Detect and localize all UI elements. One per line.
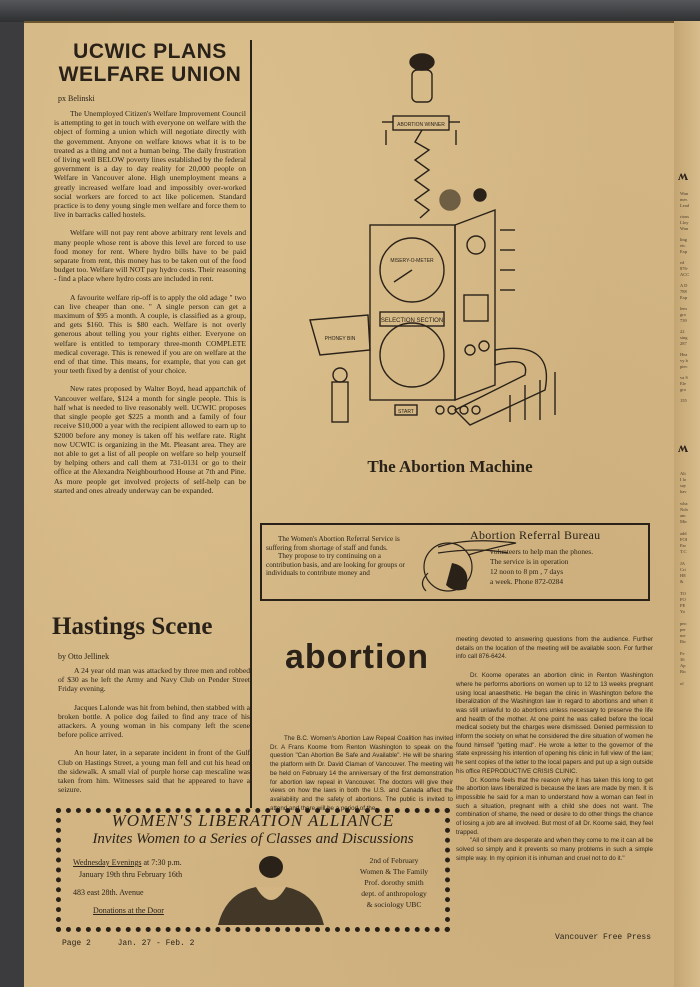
adjacent-fragment: va S: [680, 375, 688, 380]
adjacent-fragment: Exp: [680, 249, 688, 254]
adjacent-fragment: T.C: [680, 549, 687, 554]
woman-portrait-illustration-icon: [216, 853, 326, 925]
wla-topic-line: dept. of anthropology: [361, 889, 427, 898]
adjacent-fragment: Ap: [680, 663, 686, 668]
adjacent-fragment: Fe: [680, 651, 685, 656]
abortion-machine-cartoon: [290, 50, 610, 440]
adjacent-fragment: etc.: [680, 243, 687, 248]
page-footer: [62, 939, 216, 948]
wla-topic-line: & sociology UBC: [366, 900, 422, 909]
adjacent-fragment: PE: [680, 603, 686, 608]
adjacent-text-fragments: [680, 471, 700, 687]
referral-left-text: [266, 535, 411, 578]
adjacent-fragment: Wan: [680, 191, 689, 196]
wla-address: 483 east 28th. Avenue: [73, 888, 144, 897]
wla-title: WOMEN'S LIBERATION ALLIANCE: [111, 811, 395, 830]
adjacent-fragment: lem: [680, 306, 687, 311]
ucwic-paragraph: The Unemployed Citizen's Welfare Improvement Council is attempting to get in touch with everyone on welfare with the object of forming a union which will negotiate directly with the government. Anyone on welfare knows what it is to be treated as a thing and not a human being. The daily frustration of living well BELOW poverty lines established by the federal government is a day to day reality for 20,000 people on Welfare in Vancouver alone. High unemployment means a greatly increased welfare load and impossibly over-worked social workers are forced to act like policemen. Standard practice is to deny young single men welfare and force them to live in barracks called hostels.: [54, 109, 246, 220]
ucwic-article: [54, 40, 246, 504]
adjacent-page-edge: [674, 21, 700, 987]
column-rule: [250, 40, 252, 808]
cartoon-drawing-icon: [290, 50, 610, 440]
adjacent-logo-icon: ʍ: [678, 441, 689, 456]
adjacent-fragment: 788: [680, 289, 687, 294]
abortion-article-col1: [270, 735, 453, 813]
ucwic-headline: [54, 40, 246, 86]
adjacent-fragment: 287: [680, 341, 687, 346]
adjacent-fragment: ed: [680, 260, 685, 265]
referral-line: volunteers to help man the phones.: [490, 547, 594, 556]
hastings-headline: Hastings Scene: [52, 613, 213, 640]
adjacent-fragment: rious: [680, 214, 689, 219]
start-sign-label: START: [398, 409, 414, 415]
hopper-label: PHONEY BIN: [324, 336, 356, 342]
adjacent-fragment: say: [680, 483, 686, 488]
adjacent-fragment: 36: [680, 657, 685, 662]
abortion-referral-bureau-box: [260, 523, 650, 601]
adjacent-fragment: Ric: [680, 669, 687, 674]
adjacent-fragment: Hea: [680, 352, 688, 357]
adjacent-logo-icon: ʍ: [678, 169, 689, 184]
adjacent-fragment: 876-: [680, 266, 689, 271]
adjacent-fragment: me: [680, 633, 686, 638]
adjacent-fragment: Wan: [680, 226, 689, 231]
adjacent-fragment: peo: [680, 621, 687, 626]
adjacent-fragment: TO: [680, 591, 686, 596]
adjacent-fragment: hav: [680, 489, 687, 494]
adjacent-fragment: Exp: [680, 295, 688, 300]
abortion-paragraph: meeting devoted to answering questions from the audience. Further details on the location of the meeting will be available soon. For further info call 876-6424.: [456, 636, 653, 661]
adjacent-fragment: wha: [680, 501, 688, 506]
adjacent-fragment: gro: [680, 387, 686, 392]
adjacent-fragment: FOI: [680, 537, 688, 542]
referral-title: Abortion Referral Bureau: [470, 528, 601, 542]
adjacent-fragment: Ric: [680, 639, 687, 644]
adjacent-fragment: ACC: [680, 272, 690, 277]
abortion-paragraph: Dr. Koome operates an abortion clinic in Renton Washington where he performs abortions on women up to 12 to 13 weeks pregnant using local anaesthetic. He began the clinic in Washington before the liberalization of the Washington law in regard to abortions and when it was still unlawful to do abortions unless necessary to preserve the life and health of the mother. At one point he was called before the local medical society but the charges were dismissed. Denied permission to inform the society on what he considered the dire situation of women he found himself "getting mad". He wrote a letter to the governor of the state expressing his intention of opening his clinic in full view of the law; he sent copies of the letter to the local papers and put up a sign outside his office REPRODUCTIVE CRISIS CLINIC.: [456, 672, 653, 775]
trophy-label: ABORTION WINNER: [397, 122, 445, 128]
adjacent-fragment: Alt: [680, 471, 686, 476]
adjacent-fragment: Yo: [680, 609, 686, 614]
adjacent-fragment: I lo: [680, 477, 687, 482]
adjacent-fragment: Lloy: [680, 220, 689, 225]
adjacent-fragment: 155: [680, 398, 687, 403]
page-number: Page 2: [62, 939, 91, 948]
headline-line-1: UCWIC PLANS: [73, 40, 227, 63]
abortion-headline: abortion: [285, 638, 429, 676]
wla-topic-line: Women & The Family: [359, 867, 429, 876]
referral-line: The service is in operation: [490, 557, 569, 566]
scan-top-shadow: [0, 0, 700, 22]
adjacent-text-fragments: [680, 191, 700, 404]
adjacent-fragment: A D: [680, 283, 688, 288]
wla-schedule-label: Wednesday Evenings: [73, 858, 142, 867]
issue-date: Jan. 27 - Feb. 2: [117, 939, 195, 948]
adjacent-fragment: Cri: [680, 567, 686, 572]
adjacent-fragment: piec: [680, 364, 688, 369]
ucwic-paragraph: Welfare will not pay rent above arbitrary rent levels and many people whose rent is above this level are forced to use food money for rent. Where hydro bills have to be paid separate from rent, this money has to be taken out of the food budget too. Welfare will NOT pay hydro costs. Their reasoning - find a place where hydro costs are included in rent.: [54, 228, 246, 284]
abortion-article-col2: [456, 636, 653, 864]
abortion-paragraph: "All of them are desperate and when they come to me it can all be solved so simply and it prevents so many problems in such a simple simple way. In my opinion it is inhuman and cruel not to do it.": [456, 837, 653, 862]
adjacent-fragment: &: [680, 579, 684, 584]
adjacent-fragment: Lead: [680, 203, 689, 208]
wla-subtitle: Invites Women to a Series of Classes and Discussions: [92, 831, 414, 847]
wla-dates: January 19th thru February 16th: [79, 870, 183, 879]
adjacent-fragment: of: [680, 681, 684, 686]
ucwic-byline: px Belinski: [58, 94, 95, 103]
adjacent-fragment: gro: [680, 312, 686, 317]
abortion-paragraph: Dr. Koome feels that the reason why it has taken this long to get the abortion laws liberalized is because the laws are made by men. It is impossible he said for a man to understand how a woman can feel in such a situation, pregnant with a child she does not want. The combination of shame, the need or desire to do other things the chance of losing a job are all involved. But most of all Dr. Koome said, they feel trapped.: [456, 776, 653, 836]
referral-paragraph: The Women's Abortion Referral Service is suffering from shortage of staff and funds.: [266, 535, 400, 552]
referral-paragraph: They propose to try continuing on a contribution basis, and are looking for groups or individuals to contribute money and: [266, 552, 405, 578]
hastings-article: [58, 652, 250, 803]
referral-line: 12 noon to 8 pm , 7 days: [490, 567, 564, 576]
adjacent-fragment: ling: [680, 237, 688, 242]
headline-line-2: WELFARE UNION: [58, 63, 242, 86]
hastings-paragraph: A 24 year old man was attacked by three men and robbed of $30 as he left the Army and Navy Club on Pender Street Friday evening.: [58, 666, 250, 694]
wla-topic: [341, 855, 447, 910]
adjacent-fragment: sing: [680, 335, 688, 340]
wla-donations: Donations at the Door: [93, 906, 164, 915]
source-credit: Vancouver Free Press: [555, 933, 652, 942]
adjacent-fragment: Ele: [680, 381, 686, 386]
adjacent-fragment: 739: [680, 318, 687, 323]
adjacent-fragment: per: [680, 627, 686, 632]
wla-schedule-time: at 7:30 p.m.: [143, 858, 182, 867]
adjacent-fragment: Par: [680, 543, 686, 548]
hastings-byline: by Otto Jellinek: [58, 652, 110, 661]
adjacent-fragment: add: [680, 531, 687, 536]
hastings-paragraph: Jacques Lalonde was hit from behind, then stabbed with a broken bottle. A police dog failed to find any trace of his attackers. A young woman in his company left the scene before police arrived.: [58, 702, 250, 740]
ucwic-paragraph: New rates proposed by Walter Boyd, head appartchik of Vancouver welfare, $124 a month for single people. This is half what is needed to live reasonably well. UCWIC proposes that single people get $225 a month and a family of four receive $10,000 a year with the recipient allowed to earn up to $2000 before any money is taken off his welfare rate. Right now UCWIC is organizing in the Mt. Pleasant area. They are not able to get a list of all people on welfare so help yourself by helping others and call them at 731-0131 or go to their office at the Alexandra Neighbourhood House at 7th and Pine. As more people get involved projects of self-help can be started and ones already underway can be expanded.: [54, 384, 246, 495]
adjacent-fragment: Mic: [680, 519, 688, 524]
ucwic-paragraph: A favourite welfare rip-off is to apply the old adage " two can live cheaper than one. " A single person can get a maximum of $95 a month. A couple, is classified as a group, and gets $160. This is $80 each. Welfare is not overly generous about telling you your rights either. Everyone on welfare is entitled to temporary three-month COMPLETE medical coverage. This is renewed if you are on welfare at the end of that time. This means, for example, that you can get your teeth fixed by a dentist of your choice.: [54, 292, 246, 376]
adjacent-fragment: vy b: [680, 358, 688, 363]
womens-liberation-alliance-ad: [56, 808, 450, 932]
adjacent-fragment: HE: [680, 573, 686, 578]
wla-topic-line: Prof. dorothy smith: [364, 878, 424, 887]
adjacent-fragment: Nob: [680, 507, 688, 512]
hastings-paragraph: An hour later, in a separate incident in front of the Gulf Club on Hastings Street, a young man fell and cut his head on the sidewalk. A small vial of purple horse cap mescaline was taken from him. Witnesses said that he appeared to have a seizure.: [58, 748, 250, 795]
adjacent-fragment: 22: [680, 329, 685, 334]
wla-topic-line: 2nd of February: [369, 856, 419, 865]
referral-line: a week. Phone 872-0284: [490, 577, 564, 586]
adjacent-fragment: am: [680, 513, 686, 518]
abortion-paragraph: The B.C. Women's Abortion Law Repeal Coalition has invited Dr. A Frans Koome from Renton Washington to speak on the question "Can Abortion Be Safe and Available". He will be sharing the platform with Dr. David Claman of Vancouver. The meeting will be held on February 14 the anniversary of the first demonstration for abortion law repeal in Vancouver. The doctors will give their views on how the laws in both the U.S. and Canada affect the availability and the safety of abortions. The public is invited to attend and there will be a period of the-: [270, 735, 453, 812]
adjacent-fragment: JA: [680, 561, 686, 566]
dial-label: MISERY-O-METER: [390, 258, 434, 264]
adjacent-fragment: mer.: [680, 197, 688, 202]
referral-right-text: [490, 547, 650, 587]
adjacent-fragment: FO: [680, 597, 686, 602]
wla-schedule: [73, 857, 182, 917]
cartoon-title: The Abortion Machine: [367, 457, 533, 476]
selection-label: SELECTION SECTION: [380, 318, 444, 324]
